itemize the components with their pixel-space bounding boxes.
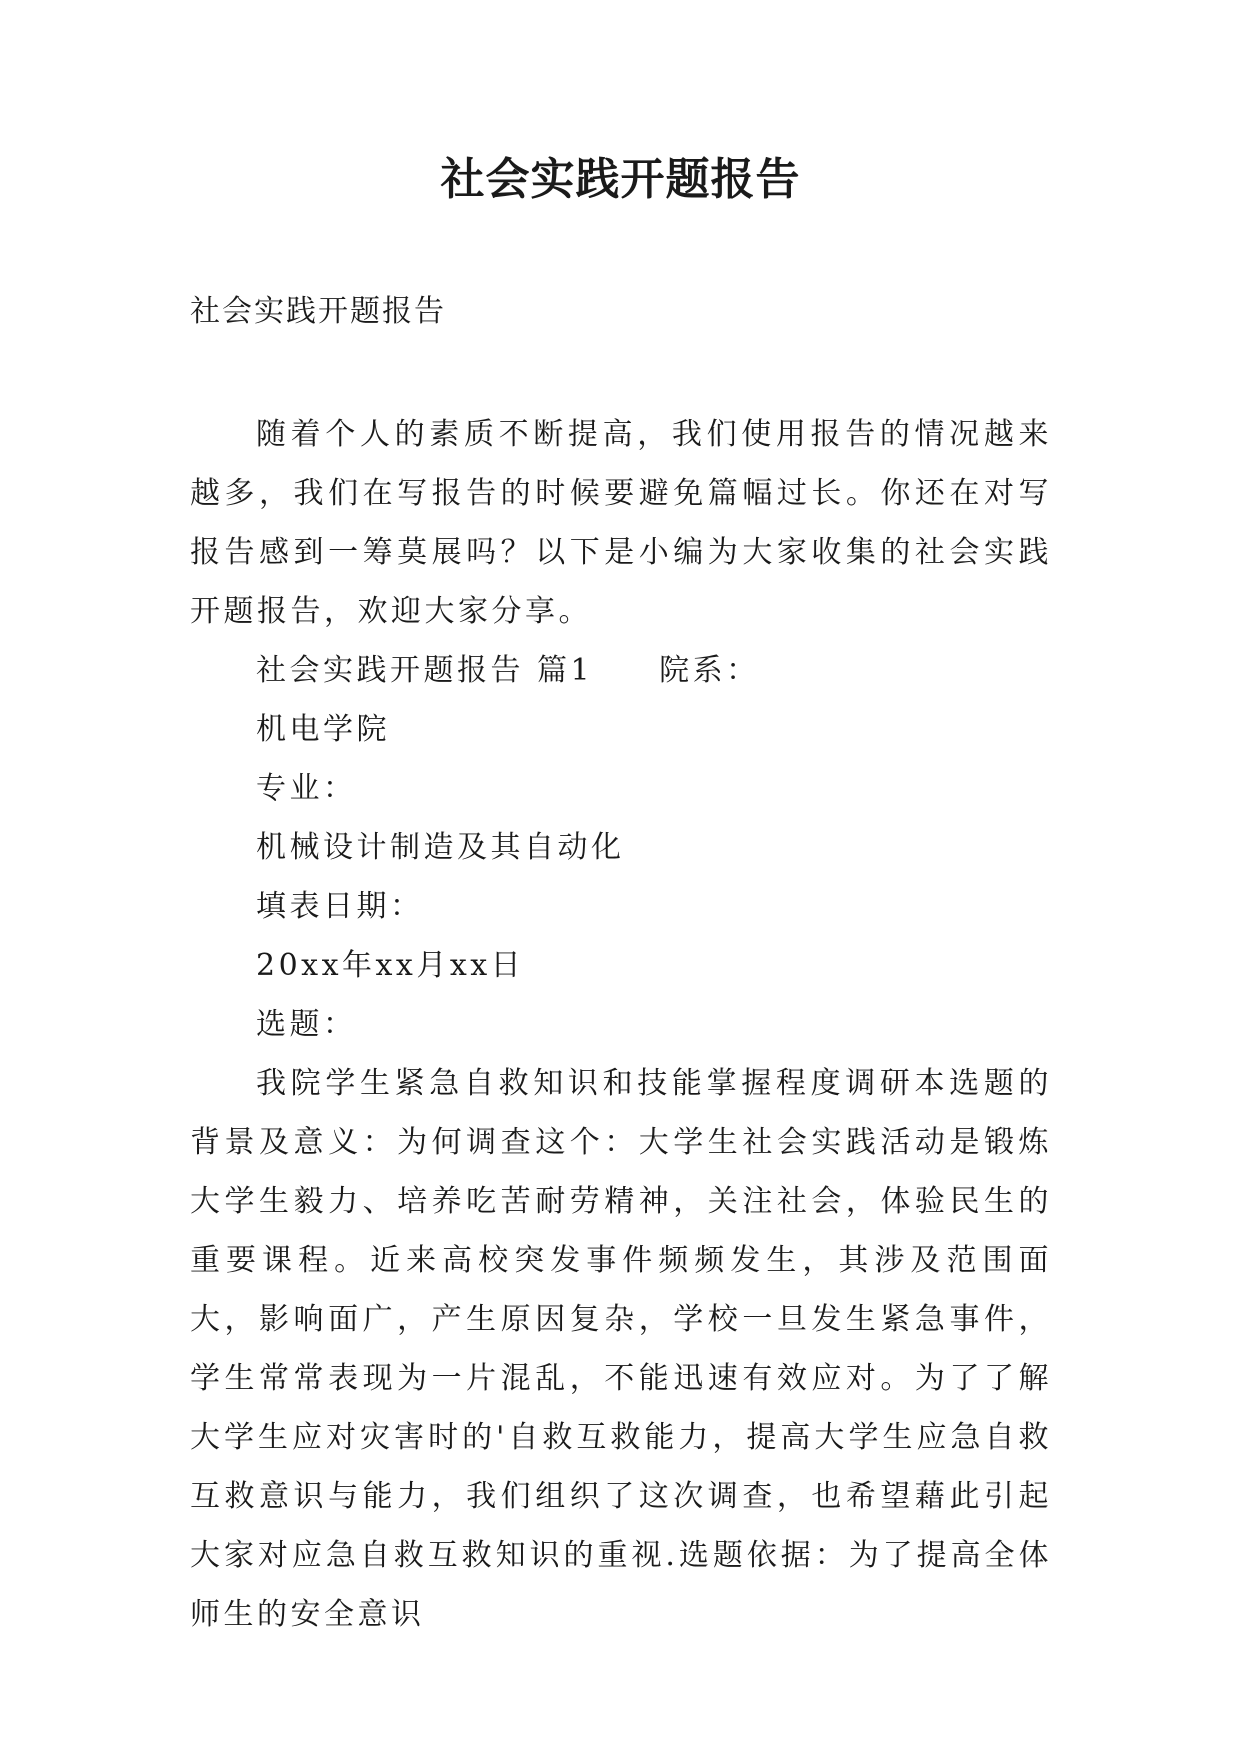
date-label: 填表日期： [256, 889, 424, 924]
topic-label: 选题： [256, 1007, 357, 1042]
document-title: 社会实践开题报告 [440, 154, 801, 205]
department-value: 机电学院 [256, 712, 390, 747]
document-subtitle: 社会实践开题报告 [190, 294, 446, 329]
intro-paragraph: 随着个人的素质不断提高，我们使用报告的情况越来越多，我们在写报告的时候要避免篇幅过长。你还在对写报告感到一筹莫展吗？以下是小编为大家收集的社会实践开题报告，欢迎大家分享。 [190, 417, 1052, 629]
section-heading: 社会实践开题报告 篇1 [256, 653, 594, 688]
major-value: 机械设计制造及其自动化 [256, 830, 625, 865]
date-value: 20xx年xx月xx日 [256, 948, 525, 983]
topic-paragraph: 我院学生紧急自救知识和技能掌握程度调研本选题的背景及意义：为何调查这个：大学生社会实践活动是锻炼大学生毅力、培养吃苦耐劳精神，关注社会，体验民生的重要课程。近来高校突发事件频频发生，其涉及范围面大，影响面广，产生原因复杂，学校一旦发生紧急事件，学生常常表现为一片混乱，不能迅速有效应对。为了了解大学生应对灾害时的'自救互救能力，提高大学生应急自救互救意识与能力，我们组织了这次调查，也希望藉此引起大家对应急自救互救知识的重视.选题依据：为了提高全体师生的安全意识 [190, 1066, 1052, 1632]
department-label: 院系： [659, 653, 760, 688]
section-heading-line [190, 641, 1052, 700]
major-label: 专业： [256, 771, 357, 806]
document-body [190, 405, 1052, 1644]
